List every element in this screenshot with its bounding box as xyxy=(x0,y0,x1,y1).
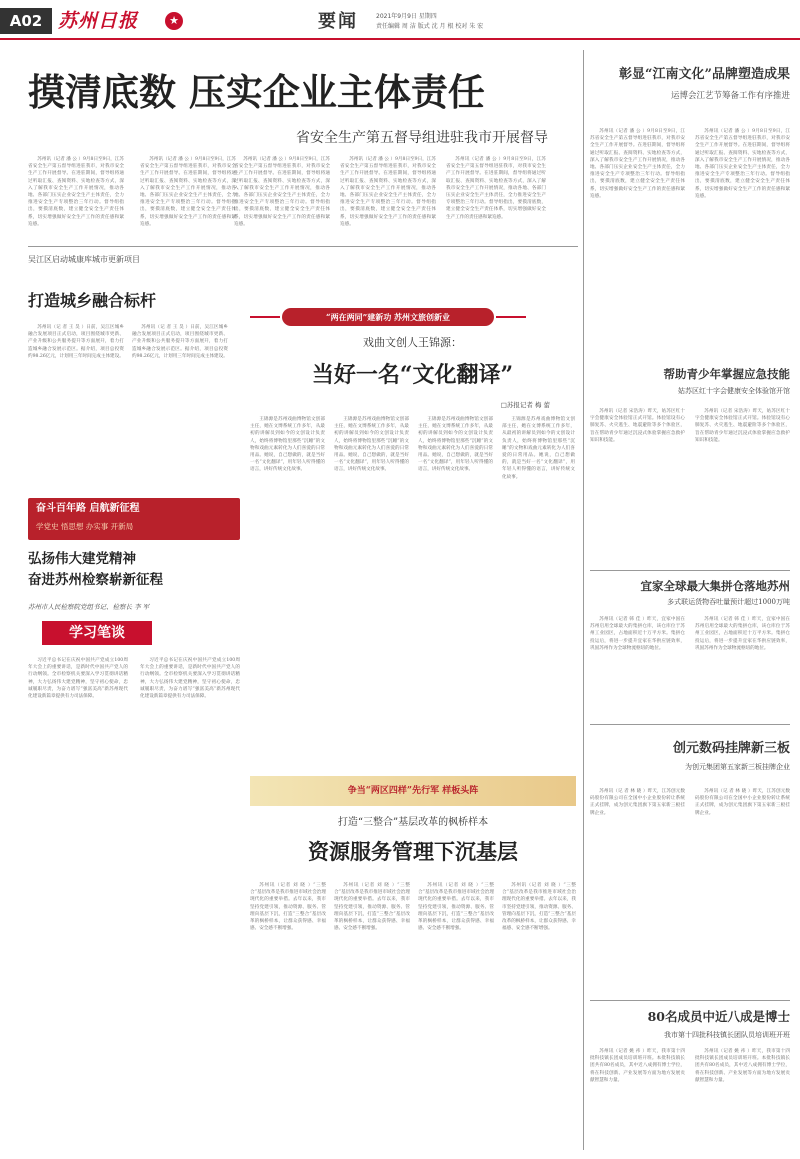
banner-right-wing xyxy=(496,316,526,318)
feature-byline: □苏报记者 梅 蕾 xyxy=(500,401,550,409)
chuangyuan-title: 创元数码挂牌新三板 xyxy=(672,741,790,756)
tech-mayor-subtitle: 我市第十四批科技镇长团队员培训班开班 xyxy=(664,1031,790,1039)
right-top-body: 苏州讯（记者 潘 公 ）9月8日至9日，江苏省安全生产第五督导组进驻我市，对我市安全生产工作开展督导。在进驻期间，督导组将通过听取汇报、查阅资料、实地检查等方式，深入了解我市安全生产工作开展情况，推动各地、各部门压实企业安全生产主体责任，全力推进安全生产专项整治三年行动。督导组指出，要摸清底数，建立健全安全生产责任体系，切实增强做好安全生产工作的责任感和紧迫感。 xyxy=(590,129,685,199)
first-aid-body: 苏州讯（记者 宋浩涛）昨天，姑苏区红十字会健康安全体验馆正式开馆。体验馆设有心肺复苏、火灾逃生、地震避险等多个体验区，旨在帮助青少年通过沉浸式体验掌握应急救护知识和技能。 xyxy=(590,409,685,443)
ikea-subtitle: 多式联运货物吞吐量预计超过1000万吨 xyxy=(667,598,790,606)
first-aid-title: 帮助青少年掌握应急技能 xyxy=(663,367,790,381)
right-top-body-col2: 苏州讯（记者 潘 公 ）9月8日至9日，江苏省安全生产第五督导组进驻我市，对我市安全生产工作开展督导。在进驻期间，督导组将通过听取汇报、查阅资料、实地检查等方式，深入了解我市安全生产工作开展情况，推动各地、各部门压实企业安全生产主体责任，全力推进安全生产专项整治三年行动。督导组指出，要摸清底数，建立健全安全生产责任体系，切实增强做好安全生产工作的责任感和紧迫感。 xyxy=(695,129,790,199)
masthead xyxy=(0,0,800,40)
grassroots-body-col3: 苏州讯（记者 刘 晓 ）“三整合”基层改革是我市推进市域社会治理现代化的重要举措。去年以来，我市坚持党建引领，推动资源、服务、管理向基层下沉，打造“三整合”基层改革的枫桥样本，让群众获得感、幸福感、安全感不断增强。 xyxy=(418,883,494,932)
lead-body-col3: 苏州讯（记者 潘 公 ）9月8日至9日，江苏省安全生产第五督导组进驻我市，对我市安全生产工作开展督导。在进驻期间，督导组将通过听取汇报、查阅资料、实地检查等方式，深入了解我市安全生产工作开展情况，推动各地、各部门压实企业安全生产主体责任，全力推进安全生产专项整治三年行动。督导组指出，要摸清底数，建立健全安全生产责任体系，切实增强做好安全生产工作的责任感和紧迫感。 xyxy=(234,157,330,227)
feature-story xyxy=(250,330,575,762)
grassroots-body-col4: 苏州讯（记者 刘 晓 ）“三整合”基层改革是我市推进市域社会治理现代化的重要举措。去年以来，我市坚持党建引领，推动资源、服务、管理向基层下沉，打造“三整合”基层改革的枫桥样本，让群众获得感、幸福感、安全感不断增强。 xyxy=(502,883,576,932)
grassroots-kicker: 打造“三整合”基层改革的枫桥样本 xyxy=(337,817,489,828)
ikea-story xyxy=(590,574,790,720)
grassroots-title: 资源服务管理下沉基层 xyxy=(308,839,518,864)
editor-credits: 责任编辑 周 洁 版式 沈 月 根 校对 朱 宏 xyxy=(376,23,484,30)
lead-body: 苏州讯（记者 潘 公 ）9月8日至9日，江苏省安全生产第五督导组进驻我市，对我市安全生产工作开展督导。在进驻期间，督导组将通过听取汇报、查阅资料、实地检查等方式，深入了解我市安全生产工作开展情况，推动各地、各部门压实企业安全生产主体责任，全力推进安全生产专项整治三年行动。督导组指出，要摸清底数，建立健全安全生产责任体系，切实增强做好安全生产工作的责任感和紧迫感。 xyxy=(28,157,124,227)
article-byline: 苏州市人民检察院党组书记、检察长 李 军 xyxy=(28,603,150,611)
chuangyuan-body-col2: 苏州讯（记 者 林 晓 ）昨天，江苏创元数码股份有限公司在全国中小企业股份转让系统正式挂牌，成为创元集团旗下第五家新三板挂牌企业。 xyxy=(695,789,790,816)
grassroots-body-col2: 苏州讯（记者 刘 晓 ）“三整合”基层改革是我市推进市域社会治理现代化的重要举措。去年以来，我市坚持党建引领，推动资源、服务、管理向基层下沉，打造“三整合”基层改革的枫桥样本，让群众获得感、幸福感、安全感不断增强。 xyxy=(334,883,410,932)
bottom-banner-series: 争当“两区四样”先行军 样板头阵 xyxy=(347,786,479,796)
ikea-body-col2: 苏州讯（记者 韩 佳 ）昨天，宜家中国在苏州启用全球最大的集拼仓库，该仓库位于苏州工业园区，占地面积近十万平方米。集拼仓投运后，将进一步提升宜家在华供应链效率，巩固苏州作为全球物流枢纽的地位。 xyxy=(695,617,790,651)
feature-body: 王锦源是苏州戏曲博物馆文创部主任，她在文博系统工作多年，从最初的讲解员到如今的文创设计负责人，始终将博物馆里那些“沉睡”的文物和戏曲元素转化为人们喜爱的日常用品。她说，自己想做的，就是当好一名“文化翻译”，用年轻人听得懂的语言，讲好传统文化故事。 xyxy=(250,417,325,473)
right-top-title: 彰显“江南文化”品牌塑造成果 xyxy=(619,67,790,82)
feature-banner xyxy=(250,308,526,326)
lead-body-col4: 苏州讯（记者 潘 公 ）9月8日至9日，江苏省安全生产第五督导组进驻我市，对我市安全生产工作开展督导。在进驻期间，督导组将通过听取汇报、查阅资料、实地检查等方式，深入了解我市安全生产工作开展情况，推动各地、各部门压实企业安全生产主体责任，全力推进安全生产专项整治三年行动。督导组指出，要摸清底数，建立健全安全生产责任体系，切实增强做好安全生产工作的责任感和紧迫感。 xyxy=(340,157,436,227)
lead-body-col5: 苏州讯（记者 潘 公 ）9月8日至9日，江苏省安全生产第五督导组进驻我市，对我市安全生产工作开展督导。在进驻期间，督导组将通过听取汇报、查阅资料、实地检查等方式，深入了解我市安全生产工作开展情况，推动各地、各部门压实企业安全生产主体责任，全力推进安全生产专项整治三年行动。督导组指出，要摸清底数，建立健全安全生产责任体系，切实增强做好安全生产工作的责任感和紧迫感。 xyxy=(446,157,546,220)
lead-body-col2: 苏州讯（记者 潘 公 ）9月8日至9日，江苏省安全生产第五督导组进驻我市，对我市安全生产工作开展督导。在进驻期间，督导组将通过听取汇报、查阅资料、实地检查等方式，深入了解我市安全生产工作开展情况，推动各地、各部门压实企业安全生产主体责任，全力推进安全生产专项整治三年行动。督导组指出，要摸清底数，建立健全安全生产责任体系，切实增强做好安全生产工作的责任感和紧迫感。 xyxy=(140,157,236,227)
banner-subtitle: 学党史 悟思想 办实事 开新局 xyxy=(36,522,134,531)
lead-title: 摸清底数 压实企业主体责任 xyxy=(28,70,485,114)
lead-story xyxy=(28,50,578,240)
study-body: 习近平总书记在庆祝中国共产党成立100周年大会上的重要讲话，是新时代中国共产党人的行动纲领。全市检察机关要深入学习贯彻讲话精神，大力弘扬伟大建党精神，坚守初心使命，忠诚履职尽责，为奋力谱写“强富美高”新苏州现代化建设新篇章提供有力司法保障。 xyxy=(28,658,128,700)
star-icon: ★ xyxy=(165,12,183,30)
right-divider-3 xyxy=(590,1000,790,1001)
feature-body-col3: 王锦源是苏州戏曲博物馆文创部主任，她在文博系统工作多年，从最初的讲解员到如今的文创设计负责人，始终将博物馆里那些“沉睡”的文物和戏曲元素转化为人们喜爱的日常用品。她说，自己想做的，就是当好一名“文化翻译”，用年轻人听得懂的语言，讲好传统文化故事。 xyxy=(418,417,493,473)
feature-kicker: 戏曲文创人王锦源： xyxy=(363,336,462,349)
banner-title: 奋斗百年路 启航新征程 xyxy=(36,503,140,514)
study-body-col2: 习近平总书记在庆祝中国共产党成立100周年大会上的重要讲话，是新时代中国共产党人的行动纲领。全市检察机关要深入学习贯彻讲话精神，大力弘扬伟大建党精神，坚守初心使命，忠诚履职尽责，为奋力谱写“强富美高”新苏州现代化建设新篇章提供有力司法保障。 xyxy=(140,658,240,700)
banner-series: “两在两同”建新功 苏州文旅创新业 xyxy=(326,312,450,322)
study-notes-label xyxy=(42,621,152,645)
right-top-story xyxy=(590,66,790,358)
section-title: 要闻 xyxy=(318,11,358,32)
left-mid-body: 苏州讯（记 者 王 昊 ）日前，吴江区城乡融合发展项目正式启动，项目围绕城市更新、产业升级和公共服务提升等方面展开，着力打造城乡融合发展示范区。据介绍，项目总投资约98.26亿元，计划用三年时间完成主体建设。 xyxy=(28,325,124,359)
left-mid-title: 打造城乡融合标杆 xyxy=(28,291,157,310)
left-mid-kicker: 吴江区启动城康库城市更新项目 xyxy=(28,255,140,264)
right-top-subtitle: 运博会江艺节筹备工作有序推进 xyxy=(670,91,790,101)
ikea-title: 宜家全球最大集拼仓落地苏州 xyxy=(640,579,790,593)
feature-body-col2: 王锦源是苏州戏曲博物馆文创部主任，她在文博系统工作多年，从最初的讲解员到如今的文创设计负责人，始终将博物馆里那些“沉睡”的文物和戏曲元素转化为人们喜爱的日常用品。她说，自己想做的，就是当好一名“文化翻译”，用年轻人听得懂的语言，讲好传统文化故事。 xyxy=(334,417,409,473)
lead-subtitle: 省安全生产第五督导组进驻我市开展督导 xyxy=(296,130,548,146)
article-title: 弘扬伟大建党精神 奋进苏州检察崭新征程 xyxy=(28,551,163,588)
chuangyuan-body: 苏州讯（记 者 林 晓 ）昨天，江苏创元数码股份有限公司在全国中小企业股份转让系统正式挂牌，成为创元集团旗下第五家新三板挂牌企业。 xyxy=(590,789,685,816)
banner-left-wing xyxy=(250,316,280,318)
chuangyuan-subtitle: 为创元集团第五家新三板挂牌企业 xyxy=(685,763,790,771)
study-notes-text: 学习笔谈 xyxy=(69,625,125,641)
grassroots-story xyxy=(250,812,576,1152)
bottom-banner xyxy=(250,776,576,806)
right-divider xyxy=(590,570,790,571)
grassroots-body: 苏州讯（记者 刘 晓 ）“三整合”基层改革是我市推进市域社会治理现代化的重要举措。去年以来，我市坚持党建引领，推动资源、服务、管理向基层下沉，打造“三整合”基层改革的枫桥样本，让群众获得感、幸福感、安全感不断增强。 xyxy=(250,883,326,932)
section-divider xyxy=(28,246,578,247)
first-aid-subtitle: 姑苏区红十字会健康安全体验馆开馆 xyxy=(678,387,790,395)
procuratorate-article xyxy=(28,545,243,1155)
first-aid-story xyxy=(590,364,790,570)
tech-mayor-body-col2: 苏州讯（记者 姚 祎 ）昨天，我市第十四批科技镇长团成员培训班开班。本批科技镇长团共有80名成员，其中近八成拥有博士学位，将在科技创新、产业发展等方面为地方发展贡献智慧和力量。 xyxy=(695,1049,790,1083)
chuangyuan-story xyxy=(590,740,790,1000)
page-number: A02 xyxy=(0,8,52,34)
issue-date: 2021年9月9日 星期四 xyxy=(376,13,437,20)
right-divider-2 xyxy=(590,724,790,725)
first-aid-body-col2: 苏州讯（记者 宋浩涛）昨天，姑苏区红十字会健康安全体验馆正式开馆。体验馆设有心肺复苏、火灾逃生、地震避险等多个体验区，旨在帮助青少年通过沉浸式体验掌握应急救护知识和技能。 xyxy=(695,409,790,443)
ikea-body: 苏州讯（记者 韩 佳 ）昨天，宜家中国在苏州启用全球最大的集拼仓库，该仓库位于苏州工业园区，占地面积近十万平方米。集拼仓投运后，将进一步提升宜家在华供应链效率，巩固苏州作为全球物流枢纽的地位。 xyxy=(590,617,685,651)
tech-mayor-title: 80名成员中近八成是博士 xyxy=(647,1009,790,1024)
column-divider xyxy=(583,50,584,1150)
feature-body-col4: 王锦源是苏州戏曲博物馆文创部主任，她在文博系统工作多年，从最初的讲解员到如今的文创设计负责人，始终将博物馆里那些“沉睡”的文物和戏曲元素转化为人们喜爱的日常用品。她说，自己想做的，就是当好一名“文化翻译”，用年轻人听得懂的语言，讲好传统文化故事。 xyxy=(502,417,575,480)
tech-mayor-body: 苏州讯（记者 姚 祎 ）昨天，我市第十四批科技镇长团成员培训班开班。本批科技镇长团共有80名成员，其中近八成拥有博士学位，将在科技创新、产业发展等方面为地方发展贡献智慧和力量。 xyxy=(590,1049,685,1083)
paper-logo: 苏州日报 xyxy=(58,10,139,32)
party-history-banner xyxy=(28,498,240,540)
masthead-rule xyxy=(0,38,800,40)
left-mid-story xyxy=(28,250,243,478)
feature-title: 当好一名“文化翻译” xyxy=(311,362,514,388)
tech-mayor-story xyxy=(590,1004,790,1154)
left-mid-body-col2: 苏州讯（记 者 王 昊 ）日前，吴江区城乡融合发展项目正式启动，项目围绕城市更新、产业升级和公共服务提升等方面展开，着力打造城乡融合发展示范区。据介绍，项目总投资约98.26亿元，计划用三年时间完成主体建设。 xyxy=(132,325,228,359)
